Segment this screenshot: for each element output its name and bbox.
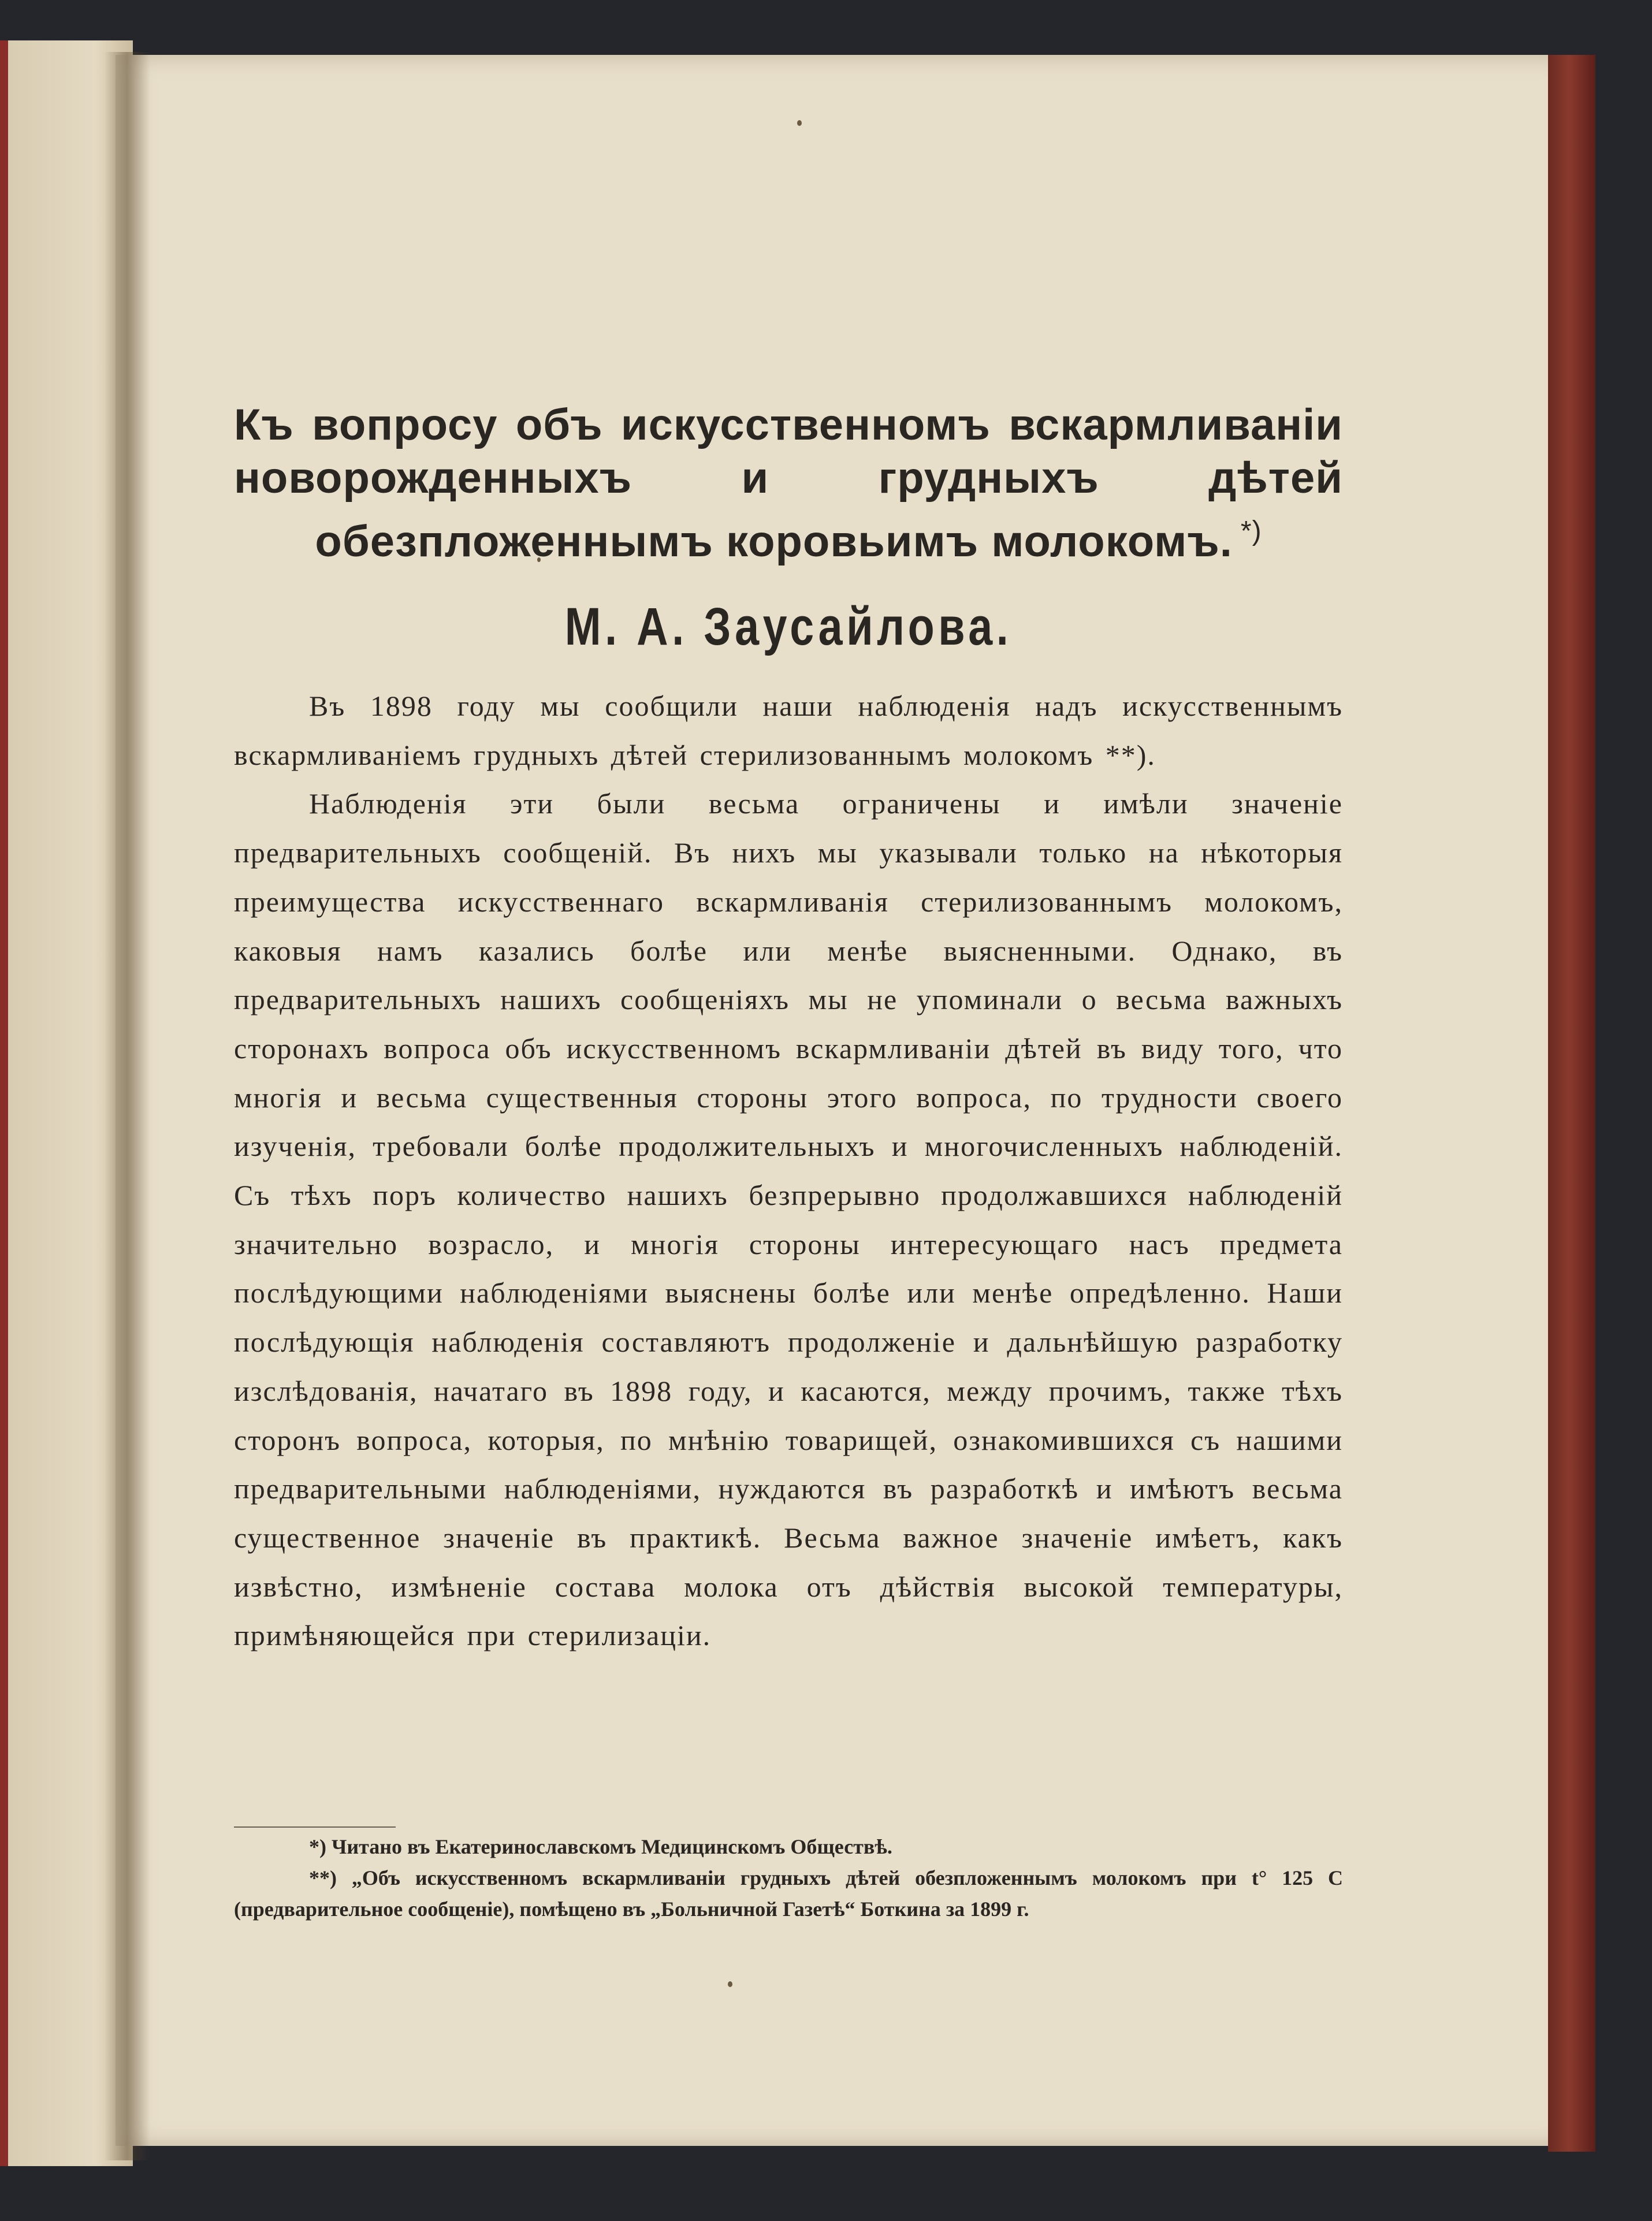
footnote: *) Читано въ Екатеринославскомъ Медицинскомъ Обществѣ. <box>309 1835 892 1858</box>
footnote-rule <box>234 1826 396 1828</box>
print-speck <box>797 120 802 126</box>
title-footnote-marker: *) <box>1240 516 1262 546</box>
print-speck <box>728 1981 732 1987</box>
article-title-text: Къ вопросу объ искусственномъ вскармливаніи новорожденныхъ и грудныхъ дѣтей обезпложеннымъ коровьимъ молокомъ. <box>234 400 1343 566</box>
footnote: **) „Объ искусственномъ вскармливаніи грудныхъ дѣтей обезпложеннымъ молокомъ при t° 125 С (предварительное сообщеніе), помѣщено въ „Больничной Газетѣ“ Боткина за 1899 г. <box>234 1866 1343 1921</box>
book-gutter <box>104 52 150 2160</box>
paragraph: Въ 1898 году мы сообщили наши наблюденія надъ искусственнымъ вскармливаніемъ грудныхъ дѣтей стерилизованнымъ молокомъ **). <box>234 690 1343 771</box>
paragraph: Наблюденія эти были весьма ограничены и имѣли значеніе предварительныхъ сообщеній. Въ нихъ мы указывали только на нѣкоторыя преимущества искусственнаго вскармливанія стерилизованнымъ молокомъ, каковыя намъ казались болѣе или менѣе выясненными. Однако, въ предварительныхъ нашихъ сообщеніяхъ мы не упоминали о весьма важныхъ сторонахъ вопроса объ искусственномъ вскармливаніи дѣтей въ виду того, что многія и весьма существенныя стороны этого вопроса, по трудности своего изученія, требовали болѣе продолжительныхъ и многочисленныхъ наблюденій. Съ тѣхъ поръ количество нашихъ безпрерывно продолжавшихся наблюденій значительно возрасло, и многія стороны интересующаго насъ предмета послѣдующими наблюденіями выяснены болѣе или менѣе опредѣленно. Наши послѣдующія наблюденія составляютъ продолженіе и дальнѣйшую разработку изслѣдованія, начатаго въ 1898 году, и касаются, между прочимъ, также тѣхъ сторонъ вопроса, которыя, по мнѣнію товарищей, ознакомившихся съ нашими предварительными наблюденіями, нуждаются въ разработкѣ и имѣютъ весьма существенное значеніе въ практикѣ. Весьма важное значеніе имѣетъ, какъ извѣстно, измѣненіе состава молока отъ дѣйствія высокой температуры, примѣняющейся при стерилизаціи. <box>234 787 1343 1652</box>
footnotes <box>234 1831 1343 1925</box>
author-name: М. А. Заусайлова. <box>564 597 1013 656</box>
article-title <box>234 399 1343 568</box>
article-body <box>234 682 1343 1660</box>
book-cover-edge <box>1548 55 1595 2152</box>
